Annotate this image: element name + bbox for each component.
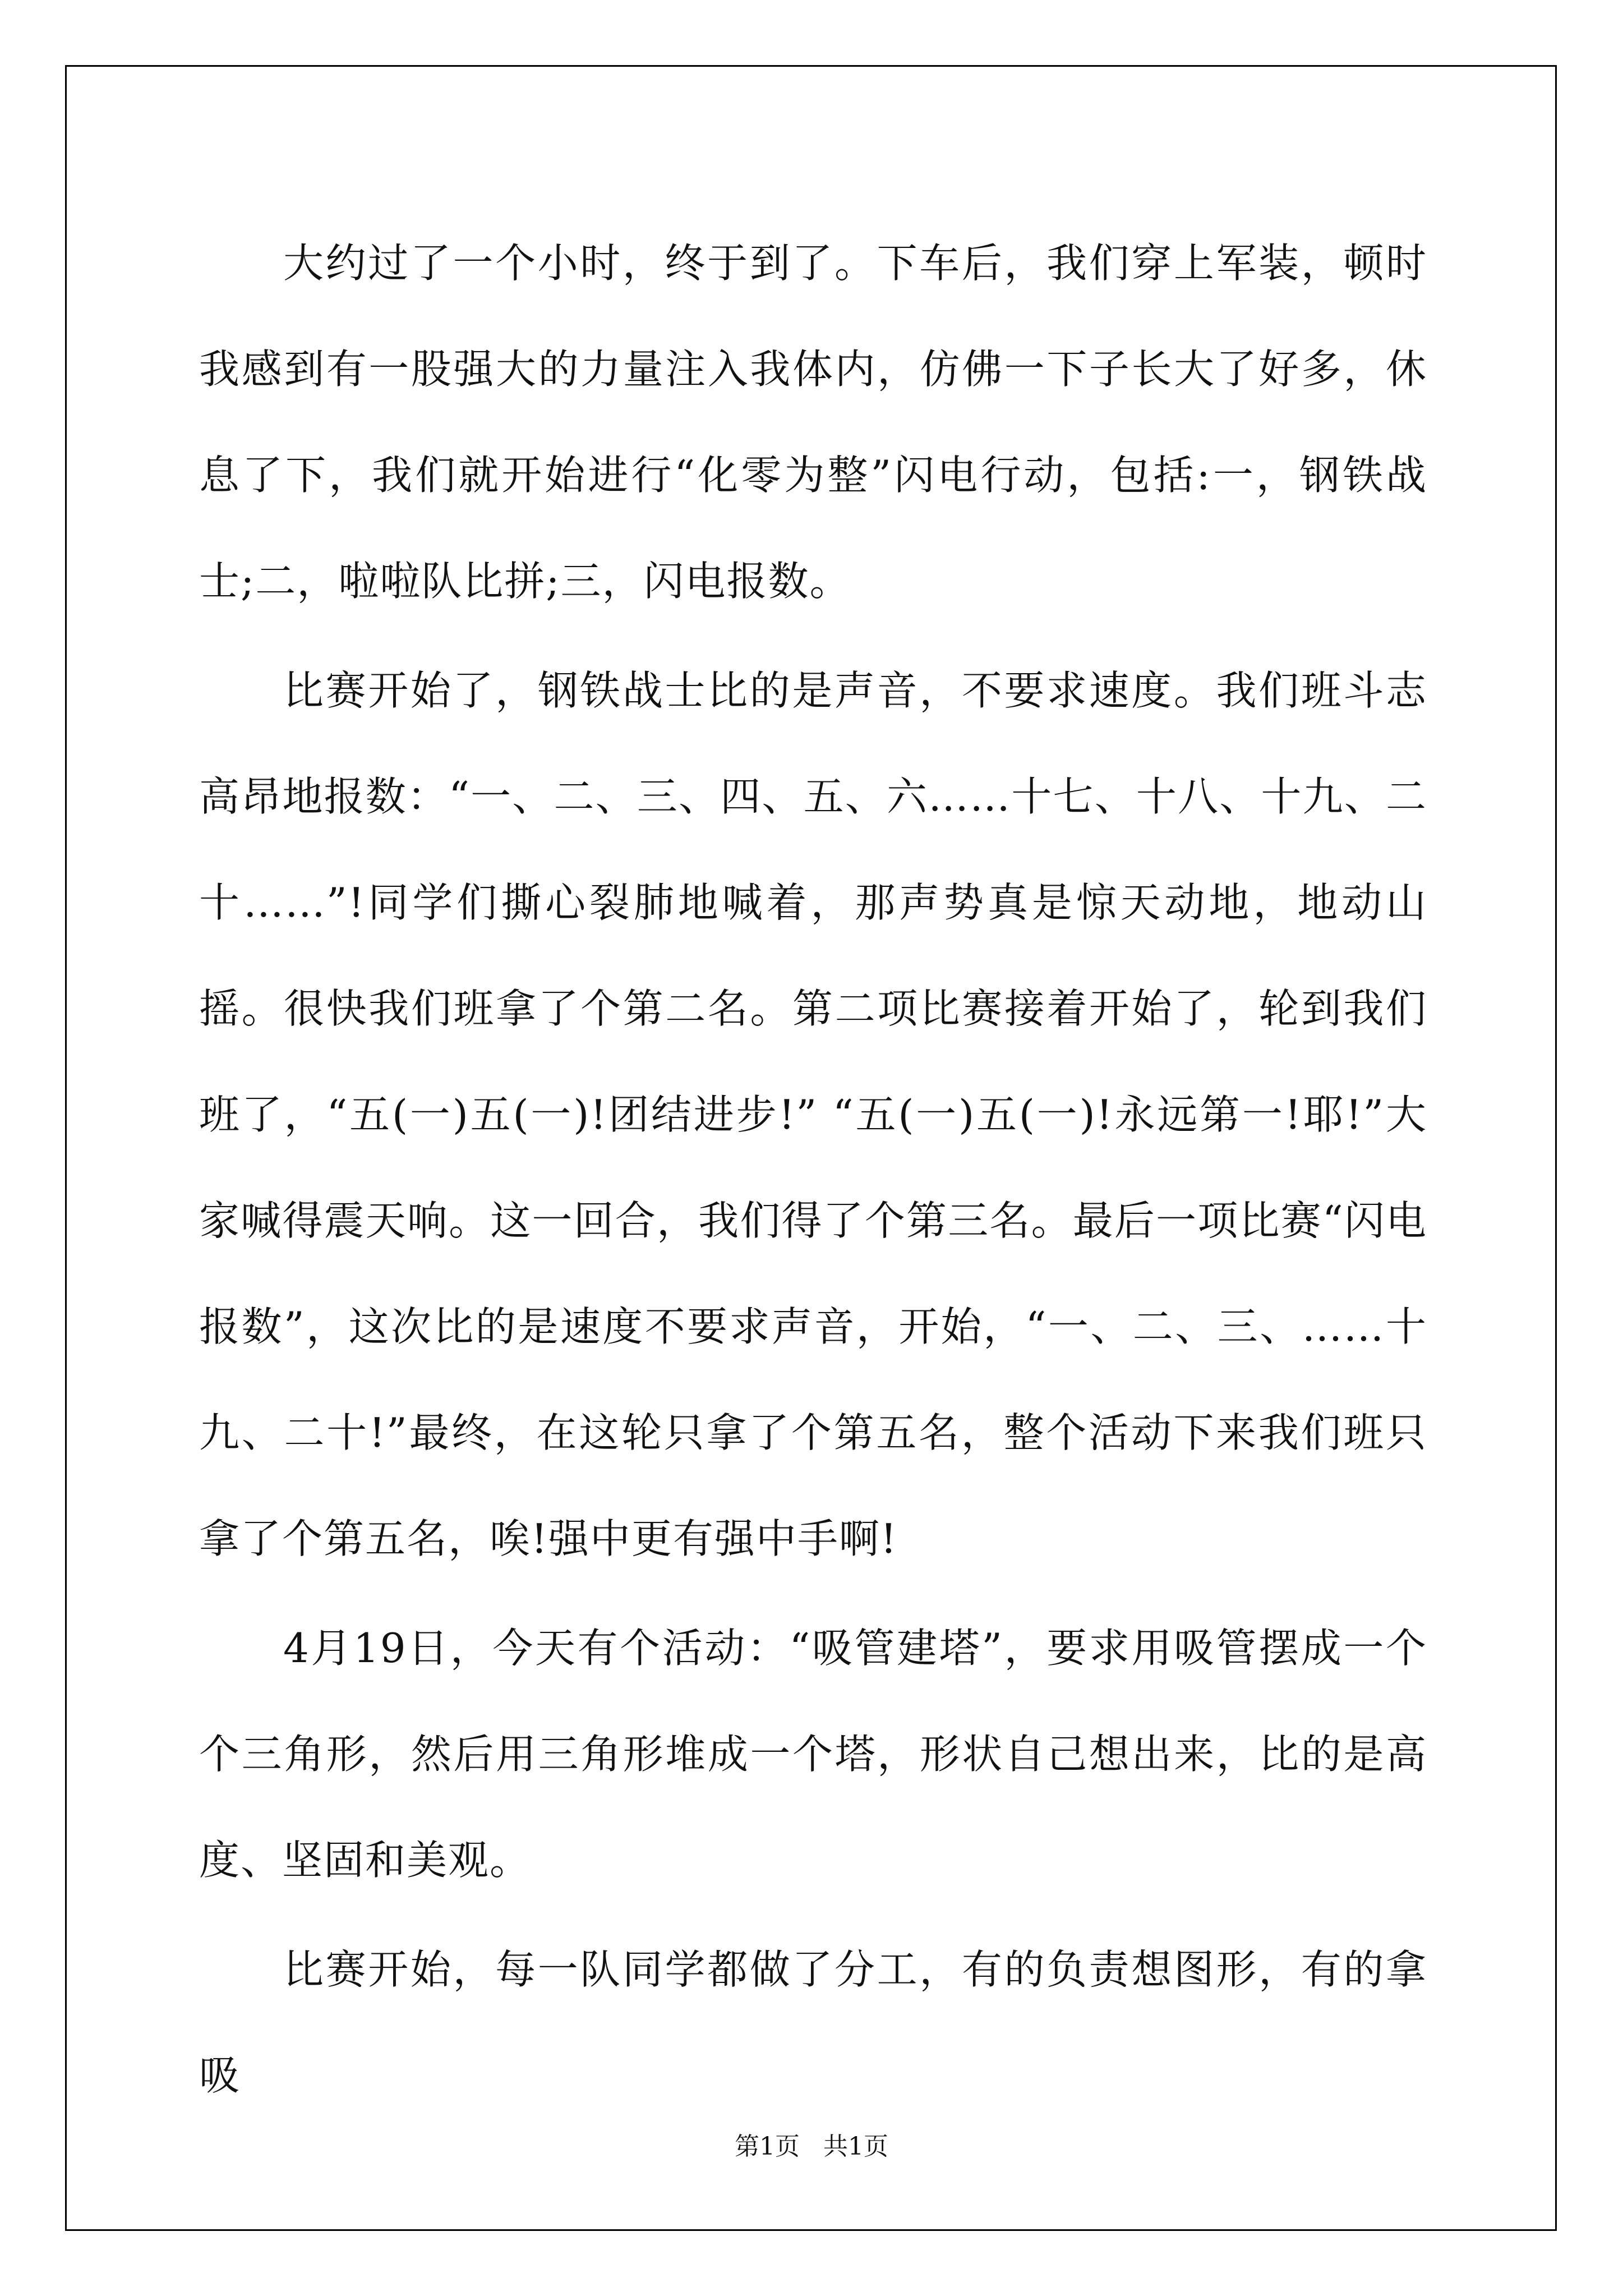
paragraph-3: 4月19日，今天有个活动：“吸管建塔”，要求用吸管摆成一个个三角形，然后用三角形堆成一个塔，形状自己想出来，比的是高度、坚固和美观。 [199, 1625, 1427, 1884]
page-number-footer: 第1页 共1页 [735, 2132, 888, 2161]
paragraph-4: 比赛开始，每一队同学都做了分工，有的负责想图形，有的拿吸 [199, 1946, 1427, 2099]
paragraph-2: 比赛开始了，钢铁战士比的是声音，不要求速度。我们班斗志高昂地报数：“一、二、三、四、五、六……十七、十八、十九、二十……”!同学们撕心裂肺地喊着，那声势真是惊天动地，地动山摇。很快我们班拿了个第二名。第二项比赛接着开始了，轮到我们班了，“五(一)五(一)!团结进步!” “五(一)五(一)!永远第一!耶!”大家喊得震天响。这一回合，我们得了个第三名。最后一项比赛“闪电报数”，这次比的是速度不要求声音，开始，“一、二、三、……十九、二十!”最终，在这轮只拿了个第五名，整个活动下来我们班只拿了个第五名，唉!强中更有强中手啊! [199, 667, 1427, 1562]
paragraph-1: 大约过了一个小时，终于到了。下车后，我们穿上军装，顿时我感到有一股强大的力量注入我体内，仿佛一下子长大了好多，休息了下，我们就开始进行“化零为整”闪电行动，包括:一，钢铁战士;二，啦啦队比拼;三，闪电报数。 [199, 240, 1427, 605]
document-body [199, 210, 1427, 2132]
